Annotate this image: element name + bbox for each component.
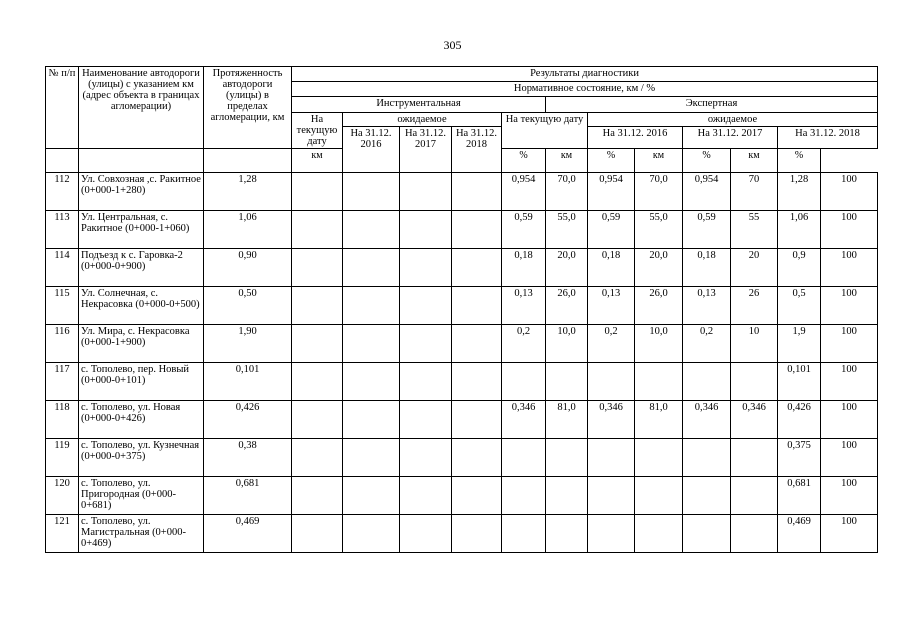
y2018-km: 1,9 — [778, 325, 821, 363]
instr-2016 — [343, 477, 400, 515]
y2017-pct: 20 — [731, 249, 778, 287]
cur-km: 0,954 — [502, 173, 546, 211]
table-row — [46, 325, 878, 363]
y2017-km: 0,346 — [683, 401, 731, 439]
table-row — [46, 249, 878, 287]
cur-km — [502, 477, 546, 515]
cur-pct: 20,0 — [546, 249, 588, 287]
table-row — [46, 287, 878, 325]
y2017-pct — [731, 477, 778, 515]
y2017-pct: 70 — [731, 173, 778, 211]
cur-km: 0,2 — [502, 325, 546, 363]
y2017-pct — [731, 515, 778, 553]
y2017-km: 0,18 — [683, 249, 731, 287]
instr-current — [292, 401, 343, 439]
row-name: Ул. Совхозная ,с. Ракитное (0+000-1+280) — [79, 173, 204, 211]
cur-km — [502, 515, 546, 553]
row-num: 118 — [46, 401, 79, 439]
row-length: 1,28 — [204, 173, 292, 211]
instr-2016 — [343, 287, 400, 325]
diagnostics-table — [45, 66, 878, 553]
cur-pct: 81,0 — [546, 401, 588, 439]
row-name: с. Тополево, ул. Новая (0+000-0+426) — [79, 401, 204, 439]
y2016-pct: 26,0 — [635, 287, 683, 325]
header-normative: Нормативное состояние, км / % — [292, 82, 878, 97]
header-num: № п/п — [46, 67, 79, 149]
row-num: 121 — [46, 515, 79, 553]
y2016-km: 0,59 — [588, 211, 635, 249]
y2018-pct: 100 — [821, 211, 878, 249]
instr-2016 — [343, 211, 400, 249]
instr-2017 — [400, 439, 452, 477]
instr-current — [292, 363, 343, 401]
row-name: Ул. Мира, с. Некрасовка (0+000-1+900) — [79, 325, 204, 363]
y2016-pct — [635, 363, 683, 401]
y2016-pct: 55,0 — [635, 211, 683, 249]
row-length: 0,426 — [204, 401, 292, 439]
y2018-km: 0,426 — [778, 401, 821, 439]
row-name: Ул. Солнечная, с. Некрасовка (0+000-0+500) — [79, 287, 204, 325]
header-exp-2016: На 31.12. 2016 — [588, 127, 683, 149]
header-instr-expected: ожидаемое — [343, 113, 502, 127]
instr-2018 — [452, 401, 502, 439]
cur-km — [502, 363, 546, 401]
row-num: 117 — [46, 363, 79, 401]
instr-2018 — [452, 249, 502, 287]
instr-2018 — [452, 363, 502, 401]
row-length: 0,101 — [204, 363, 292, 401]
row-num: 114 — [46, 249, 79, 287]
y2016-pct: 70,0 — [635, 173, 683, 211]
y2017-km: 0,13 — [683, 287, 731, 325]
row-num: 112 — [46, 173, 79, 211]
header-expert: Экспертная — [546, 97, 878, 113]
y2018-pct: 100 — [821, 249, 878, 287]
y2016-pct — [635, 515, 683, 553]
y2017-km: 0,954 — [683, 173, 731, 211]
table-body — [46, 173, 878, 553]
y2016-km — [588, 439, 635, 477]
y2018-km: 0,101 — [778, 363, 821, 401]
header-2017-pct: % — [683, 149, 731, 173]
instr-2017 — [400, 287, 452, 325]
row-length: 0,90 — [204, 249, 292, 287]
y2018-pct: 100 — [821, 363, 878, 401]
row-name: с. Тополево, ул. Магистральная (0+000-0+469) — [79, 515, 204, 553]
row-num: 113 — [46, 211, 79, 249]
y2016-km: 0,346 — [588, 401, 635, 439]
instr-2018 — [452, 211, 502, 249]
y2017-pct: 55 — [731, 211, 778, 249]
header-instr-current: На текущую дату — [292, 113, 343, 149]
cur-pct: 55,0 — [546, 211, 588, 249]
y2017-km — [683, 439, 731, 477]
y2018-km: 0,9 — [778, 249, 821, 287]
y2016-km: 0,2 — [588, 325, 635, 363]
instr-2016 — [343, 515, 400, 553]
instr-2017 — [400, 363, 452, 401]
instr-2017 — [400, 173, 452, 211]
header-2018-pct: % — [778, 149, 821, 173]
cur-km: 0,59 — [502, 211, 546, 249]
header-spacer — [204, 149, 292, 173]
instr-2018 — [452, 439, 502, 477]
cur-km: 0,18 — [502, 249, 546, 287]
y2018-pct: 100 — [821, 287, 878, 325]
header-spacer — [46, 149, 79, 173]
row-length: 0,38 — [204, 439, 292, 477]
y2017-pct: 0,346 — [731, 401, 778, 439]
y2016-pct — [635, 477, 683, 515]
instr-2016 — [343, 401, 400, 439]
y2018-pct: 100 — [821, 401, 878, 439]
y2018-pct: 100 — [821, 173, 878, 211]
y2017-km: 0,2 — [683, 325, 731, 363]
instr-2017 — [400, 401, 452, 439]
y2016-pct — [635, 439, 683, 477]
row-name: с. Тополево, пер. Новый (0+000-0+101) — [79, 363, 204, 401]
cur-pct — [546, 363, 588, 401]
row-num: 119 — [46, 439, 79, 477]
y2016-pct: 20,0 — [635, 249, 683, 287]
y2018-km: 0,5 — [778, 287, 821, 325]
cur-km: 0,13 — [502, 287, 546, 325]
y2017-pct — [731, 439, 778, 477]
instr-current — [292, 477, 343, 515]
row-name: с. Тополево, ул. Кузнечная (0+000-0+375) — [79, 439, 204, 477]
y2017-km — [683, 363, 731, 401]
y2018-pct: 100 — [821, 439, 878, 477]
header-exp-2018: На 31.12. 2018 — [778, 127, 878, 149]
instr-2018 — [452, 287, 502, 325]
cur-pct: 10,0 — [546, 325, 588, 363]
table-row — [46, 363, 878, 401]
row-length: 0,50 — [204, 287, 292, 325]
instr-current — [292, 439, 343, 477]
cur-pct: 70,0 — [546, 173, 588, 211]
cur-pct — [546, 515, 588, 553]
y2016-pct: 81,0 — [635, 401, 683, 439]
instr-2016 — [343, 363, 400, 401]
table-row — [46, 211, 878, 249]
table-row — [46, 173, 878, 211]
row-name: Ул. Центральная, с. Ракитное (0+000-1+060) — [79, 211, 204, 249]
header-length: Протяженность автодороги (улицы) в пределах агломерации, км — [204, 67, 292, 149]
cur-km: 0,346 — [502, 401, 546, 439]
y2017-pct: 26 — [731, 287, 778, 325]
instr-2017 — [400, 249, 452, 287]
instr-current — [292, 173, 343, 211]
header-2016-pct: % — [588, 149, 635, 173]
row-length: 0,681 — [204, 477, 292, 515]
y2016-km — [588, 363, 635, 401]
cur-km — [502, 439, 546, 477]
y2016-pct: 10,0 — [635, 325, 683, 363]
header-instr-2017: На 31.12. 2017 — [400, 127, 452, 173]
header-exp-current: На текущую дату — [502, 113, 588, 149]
header-2018-km: км — [731, 149, 778, 173]
y2018-km: 1,06 — [778, 211, 821, 249]
header-2016-km: км — [546, 149, 588, 173]
cur-pct — [546, 439, 588, 477]
instr-2017 — [400, 211, 452, 249]
header-cur-km: км — [292, 149, 343, 173]
cur-pct — [546, 477, 588, 515]
y2018-km: 0,469 — [778, 515, 821, 553]
instr-current — [292, 325, 343, 363]
y2016-km — [588, 477, 635, 515]
row-length: 1,06 — [204, 211, 292, 249]
header-instr-2016: На 31.12. 2016 — [343, 127, 400, 173]
instr-current — [292, 515, 343, 553]
row-length: 1,90 — [204, 325, 292, 363]
header-exp-expected: ожидаемое — [588, 113, 878, 127]
header-name: Наименование автодороги (улицы) с указанием км (адрес объекта в границах агломерации) — [79, 67, 204, 149]
instr-2018 — [452, 477, 502, 515]
row-num: 120 — [46, 477, 79, 515]
row-num: 116 — [46, 325, 79, 363]
instr-2016 — [343, 249, 400, 287]
instr-current — [292, 249, 343, 287]
instr-current — [292, 211, 343, 249]
header-spacer — [79, 149, 204, 173]
y2017-km — [683, 515, 731, 553]
y2016-km: 0,18 — [588, 249, 635, 287]
instr-2018 — [452, 325, 502, 363]
y2017-pct: 10 — [731, 325, 778, 363]
y2018-km: 1,28 — [778, 173, 821, 211]
row-name: Подъезд к с. Гаровка-2 (0+000-0+900) — [79, 249, 204, 287]
instr-current — [292, 287, 343, 325]
y2018-pct: 100 — [821, 477, 878, 515]
y2016-km: 0,954 — [588, 173, 635, 211]
row-num: 115 — [46, 287, 79, 325]
instr-2017 — [400, 477, 452, 515]
instr-2016 — [343, 325, 400, 363]
header-exp-2017: На 31.12. 2017 — [683, 127, 778, 149]
y2018-pct: 100 — [821, 325, 878, 363]
y2016-km: 0,13 — [588, 287, 635, 325]
header-instrumental: Инструментальная — [292, 97, 546, 113]
table-row — [46, 515, 878, 553]
cur-pct: 26,0 — [546, 287, 588, 325]
instr-2018 — [452, 173, 502, 211]
y2018-km: 0,681 — [778, 477, 821, 515]
table-row — [46, 401, 878, 439]
page-number: 305 — [443, 38, 462, 52]
header-results: Результаты диагностики — [292, 67, 878, 82]
y2018-pct: 100 — [821, 515, 878, 553]
table-row — [46, 439, 878, 477]
instr-2016 — [343, 173, 400, 211]
instr-2016 — [343, 439, 400, 477]
y2017-pct — [731, 363, 778, 401]
header-instr-2018: На 31.12. 2018 — [452, 127, 502, 173]
row-length: 0,469 — [204, 515, 292, 553]
header-cur-pct: % — [502, 149, 546, 173]
y2016-km — [588, 515, 635, 553]
header-2017-km: км — [635, 149, 683, 173]
instr-2017 — [400, 325, 452, 363]
instr-2018 — [452, 515, 502, 553]
y2017-km — [683, 477, 731, 515]
row-name: с. Тополево, ул. Пригородная (0+000-0+681) — [79, 477, 204, 515]
table-row — [46, 477, 878, 515]
y2017-km: 0,59 — [683, 211, 731, 249]
instr-2017 — [400, 515, 452, 553]
y2018-km: 0,375 — [778, 439, 821, 477]
